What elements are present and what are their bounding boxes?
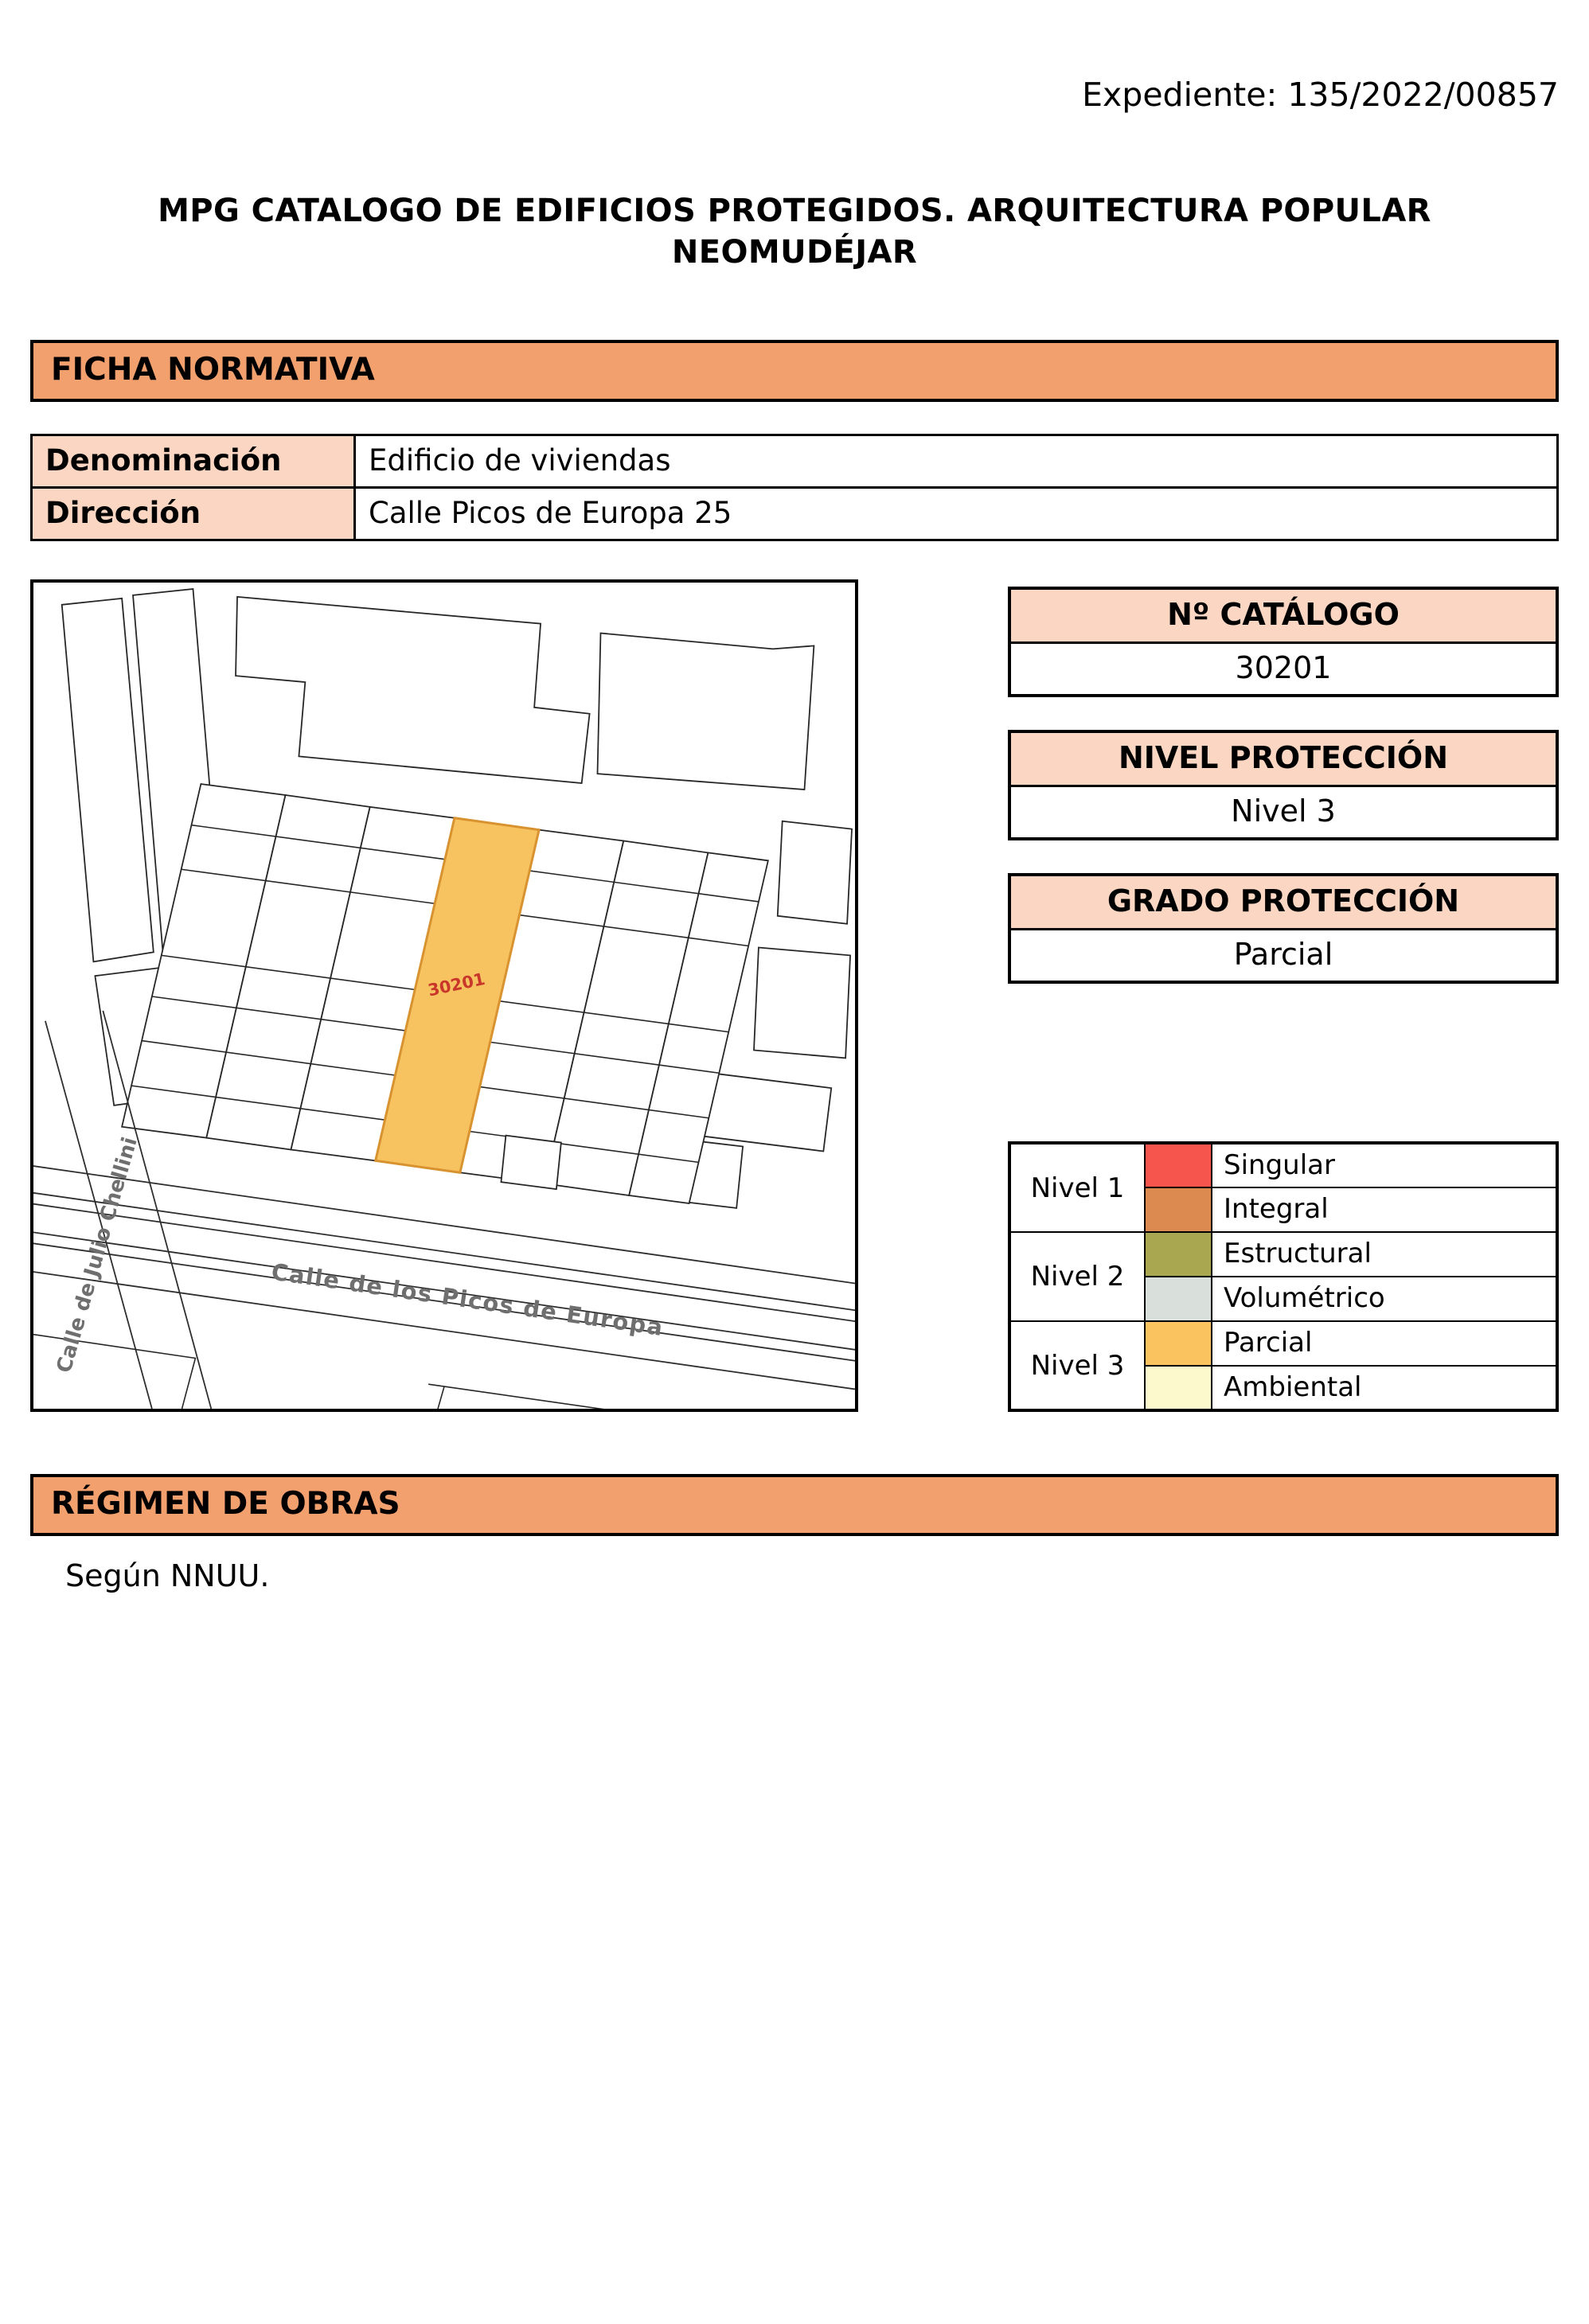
legend-swatch-singular — [1145, 1143, 1212, 1187]
section-header-regimen-obras: RÉGIMEN DE OBRAS — [30, 1474, 1559, 1536]
street-label-left: Calle de Julio Chellini — [52, 1134, 143, 1376]
protection-grade-header: GRADO PROTECCIÓN — [1011, 876, 1556, 930]
parcel-number-label: 30201 — [426, 969, 487, 1000]
protection-level-header: NIVEL PROTECCIÓN — [1011, 733, 1556, 787]
legend-label-parcial: Parcial — [1212, 1321, 1557, 1366]
legend-row — [1009, 1232, 1557, 1277]
legend-level-1: Nivel 1 — [1009, 1143, 1145, 1232]
regimen-obras-text: Según NNUU. — [65, 1558, 270, 1594]
protection-grade-box — [1008, 873, 1559, 984]
denominacion-value: Edificio de viviendas — [355, 435, 1558, 488]
legend-label-ambiental: Ambiental — [1212, 1366, 1557, 1410]
legend-swatch-integral — [1145, 1187, 1212, 1232]
cadastral-map-svg — [33, 583, 855, 1409]
map-and-catalog-row — [30, 579, 1559, 1412]
legend-label-estructural: Estructural — [1212, 1232, 1557, 1277]
document-title — [30, 190, 1559, 273]
legend-row — [1009, 1321, 1557, 1366]
legend-row — [1009, 1143, 1557, 1187]
protection-grade-value: Parcial — [1011, 930, 1556, 981]
street-label-main: Calle de los Picos de Europa — [269, 1258, 666, 1342]
catalog-number-header: Nº CATÁLOGO — [1011, 590, 1556, 644]
table-row — [32, 488, 1558, 540]
legend-label-volumetrico: Volumétrico — [1212, 1277, 1557, 1321]
legend-swatch-ambiental — [1145, 1366, 1212, 1410]
legend-swatch-volumetrico — [1145, 1277, 1212, 1321]
legend-label-integral: Integral — [1212, 1187, 1557, 1232]
legend-swatch-estructural — [1145, 1232, 1212, 1277]
catalog-number-box — [1008, 587, 1559, 697]
legend-swatch-parcial — [1145, 1321, 1212, 1366]
direccion-label: Dirección — [32, 488, 355, 540]
legend-level-2: Nivel 2 — [1009, 1232, 1145, 1321]
section-header-ficha-normativa: FICHA NORMATIVA — [30, 340, 1559, 402]
direccion-value: Calle Picos de Europa 25 — [355, 488, 1558, 540]
identification-table — [30, 434, 1559, 541]
document-title-line1: MPG CATALOGO DE EDIFICIOS PROTEGIDOS. ARQUITECTURA POPULAR — [158, 193, 1431, 230]
cadastral-map — [30, 579, 858, 1412]
document-title-line2: NEOMUDÉJAR — [671, 234, 918, 271]
denominacion-label: Denominación — [32, 435, 355, 488]
table-row — [32, 435, 1558, 488]
legend-label-singular: Singular — [1212, 1143, 1557, 1187]
expediente-number: Expediente: 135/2022/00857 — [1082, 76, 1559, 114]
protection-level-box — [1008, 730, 1559, 840]
protection-level-value: Nivel 3 — [1011, 787, 1556, 837]
legend-level-3: Nivel 3 — [1009, 1321, 1145, 1410]
catalog-number-value: 30201 — [1011, 644, 1556, 694]
protection-legend — [1008, 1141, 1559, 1412]
catalog-info-column — [1008, 579, 1559, 1412]
